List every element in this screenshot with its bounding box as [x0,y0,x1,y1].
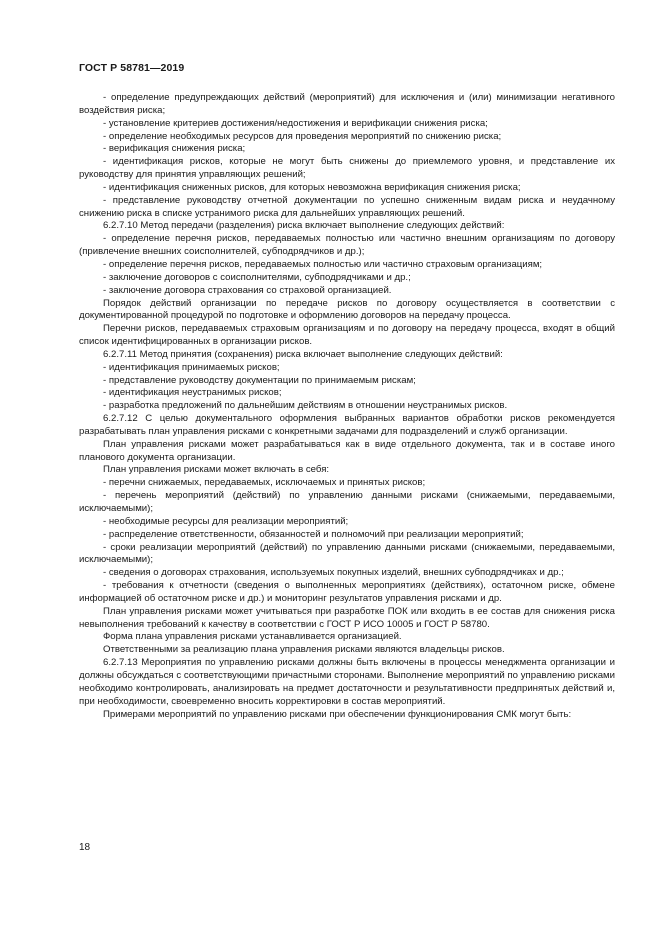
paragraph: - идентификация принимаемых рисков; [103,361,280,373]
paragraph: Перечни рисков, передаваемых страховым организациям и по договору на передачу процесса, входят в общий список идентифицированных в организации рисков. [79,323,615,348]
section-6-2-7-12: 6.2.7.12 С целью документального оформления выбранных вариантов обработки рисков рекомендуется разрабатывать план управления рисками с конкретными задачами для подразделений и служб организации. [79,413,615,437]
paragraph: - определение необходимых ресурсов для проведения мероприятий по снижению риска; [103,130,502,142]
paragraph: - определение перечня рисков, передаваемых полностью или частично страховым организациям; [103,258,543,270]
paragraph: - перечень мероприятий (действий) по управлению данными рисками (снижаемыми, передаваемыми, исключаемыми); [79,490,615,514]
paragraph: - определение предупреждающих действий (мероприятий) для исключения и (или) минимизации негативного воздействия риска; [79,92,615,116]
section-6-2-7-11: 6.2.7.11 Метод принятия (сохранения) риска включает выполнение следующих действий: [103,348,503,360]
paragraph: Ответственными за реализацию плана управления рисками являются владельцы рисков. [103,644,505,656]
paragraph: - разработка предложений по дальнейшим действиям в отношении неустранимых рисков. [103,400,508,412]
paragraph: План управления рисками может учитываться при разработке ПОК или входить в ее состав для снижения риска невыполнения требований к качеству в соответствии с ГОСТ Р ИСО 10005 и ГОСТ Р 58780. [79,605,615,630]
paragraph: - заключение договоров с соисполнителями, субподрядчиками и др.; [103,271,411,283]
paragraph: Порядок действий организации по передаче рисков по договору осуществляется в соответствии с документированной процедурой по подготовке и оформлению договоров на передачу процесса. [79,297,615,322]
paragraph: - требования к отчетности (сведения о выполненных мероприятиях (действиях), остаточном риске, обмене информацией об остаточном риске и др.) и мониторинг результатов управления рисками и др. [79,580,615,604]
paragraph: - сроки реализации мероприятий (действий) по управлению данными рисками (снижаемыми, передаваемыми, исключаемыми); [79,541,615,566]
paragraph: - перечни снижаемых, передаваемых, исключаемых и принятых рисков; [103,477,426,489]
paragraph: - идентификация неустранимых рисков; [103,387,282,399]
paragraph: - распределение ответственности, обязанностей и полномочий при реализации мероприятий; [103,528,524,540]
page-number: 18 [79,842,91,853]
paragraph: - идентификация рисков, которые не могут быть снижены до приемлемого уровня, и представление их руководству для принятия управляющих решений; [79,156,615,181]
document-standard-header: ГОСТ Р 58781—2019 [79,62,185,74]
paragraph: - сведения о договорах страхования, используемых покупных изделий, внешних субподрядчиках и др.; [103,567,564,579]
paragraph: - установление критериев достижения/недостижения и верификации снижения риска; [103,117,488,129]
paragraph: Форма плана управления рисками устанавливается организацией. [103,631,402,643]
paragraph: - представление руководству документации по принимаемым рискам; [103,374,416,386]
paragraph: - верификация снижения риска; [103,143,246,155]
document-body [79,92,615,721]
paragraph: - заключение договора страхования со страховой организацией. [103,284,392,296]
paragraph: - необходимые ресурсы для реализации мероприятий; [103,515,349,527]
paragraph: План управления рисками может включать в себя: [103,464,330,476]
section-6-2-7-13: 6.2.7.13 Мероприятия по управлению рисками должны быть включены в процессы менеджмента организации и должны обсуждаться с соответствующими причастными сторонами. Выполнение мероприятий по управлению рисками необходимо контролировать, анализировать на предмет достаточности и результативности предпринятых действий и, при необходимости, своевременно вносить корректировки в состав мероприятий. [79,657,615,707]
section-6-2-7-10: 6.2.7.10 Метод передачи (разделения) риска включает выполнение следующих действий: [103,220,505,232]
paragraph: План управления рисками может разрабатываться как в виде отдельного документа, так и в составе иного планового документа организации. [79,438,615,463]
paragraph: - идентификация сниженных рисков, для которых невозможна верификация снижения риска; [103,181,521,193]
paragraph: Примерами мероприятий по управлению рисками при обеспечении функционирования СМК могут быть: [103,708,572,720]
paragraph: - определение перечня рисков, передаваемых полностью или частично внешним организациям по договору (привлечение внешних соисполнителей, субподрядчиков и др.); [79,233,615,258]
paragraph: - представление руководству отчетной документации по успешно сниженным видам риска и неудачному снижению риска в списке устранимого риска для дальнейших управляющих решений. [79,194,615,219]
